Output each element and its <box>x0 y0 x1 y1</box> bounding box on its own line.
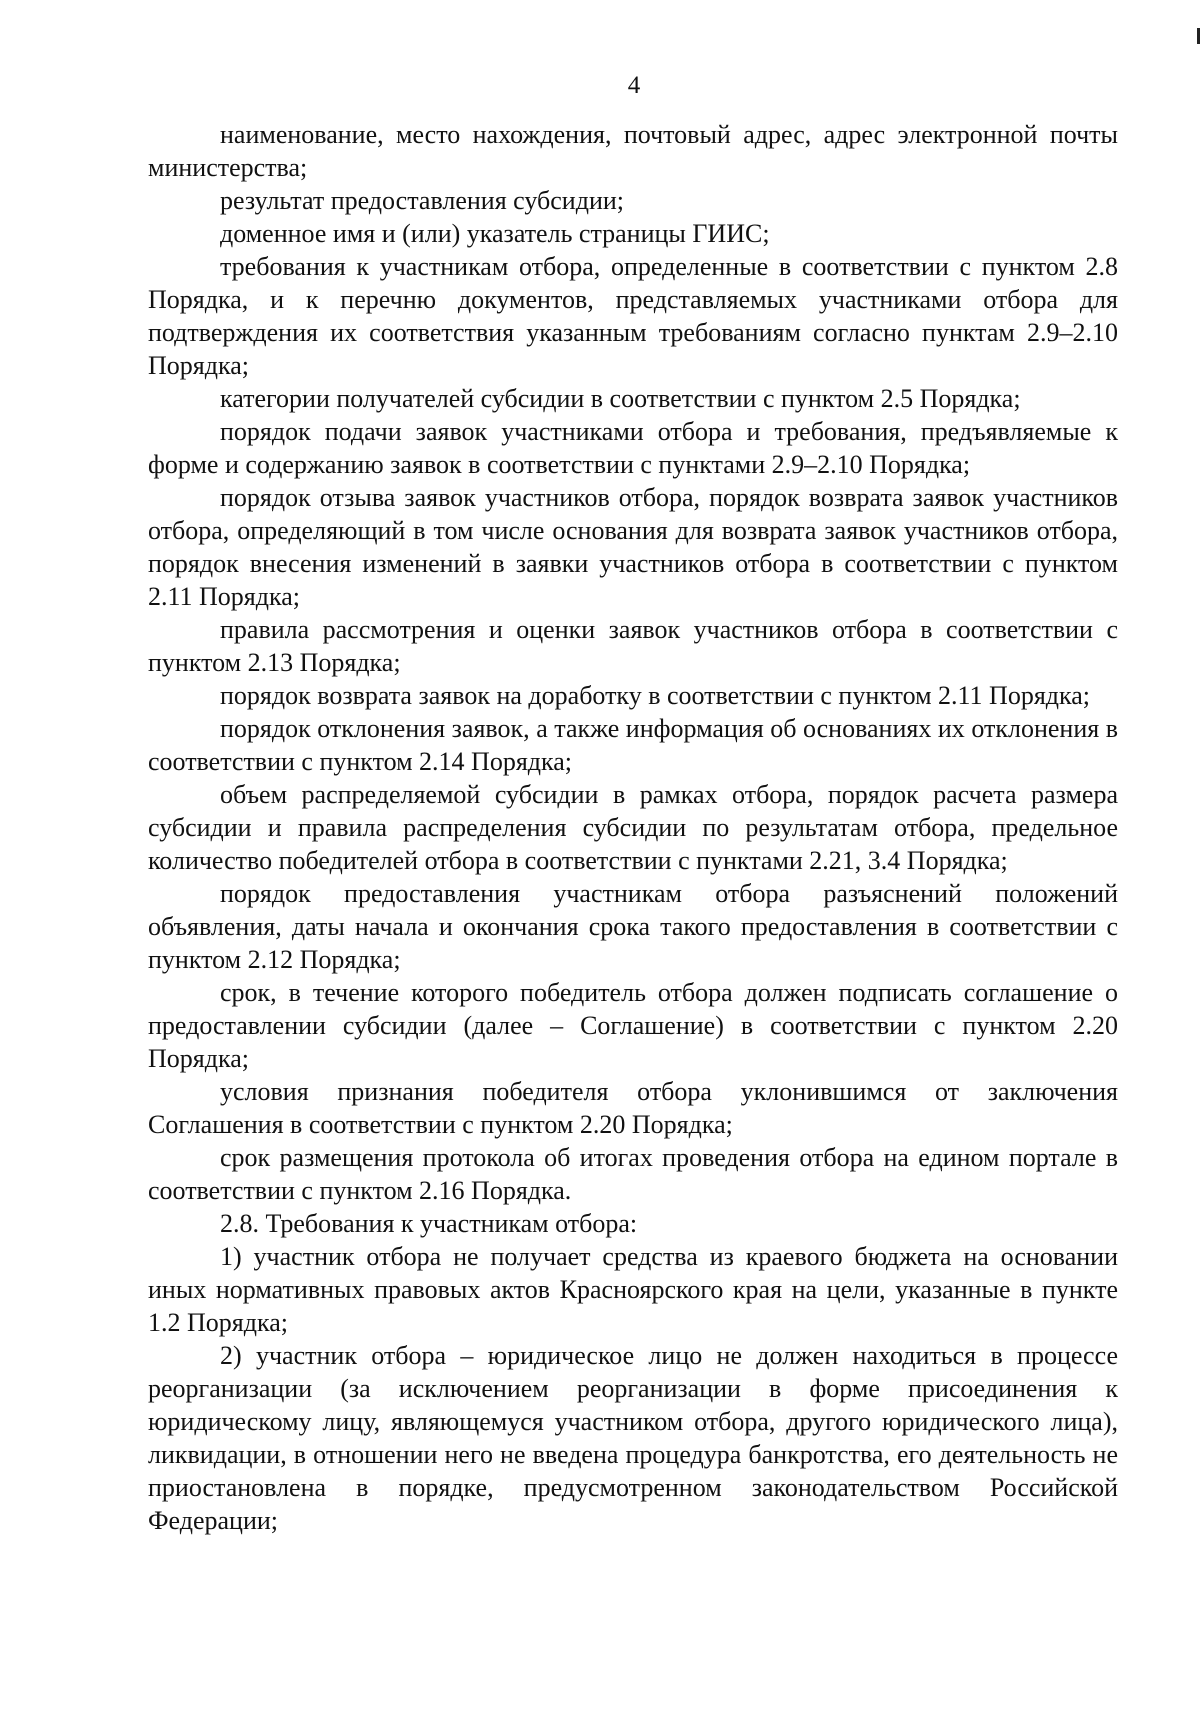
paragraph: срок, в течение которого победитель отбора должен подписать соглашение о предоставлении субсидии (далее – Соглашение) в соответствии с пунктом 2.20 Порядка; <box>148 978 1118 1073</box>
paragraph: условия признания победителя отбора уклонившимся от заключения Соглашения в соответствии с пунктом 2.20 Порядка; <box>148 1077 1118 1139</box>
paragraph: объем распределяемой субсидии в рамках отбора, порядок расчета размера субсидии и правила распределения субсидии по результатам отбора, предельное количество победителей отбора в соответствии с пунктами 2.21, 3.4 Порядка; <box>148 780 1118 875</box>
paragraph: доменное имя и (или) указатель страницы ГИИС; <box>220 219 770 248</box>
paragraph: требования к участникам отбора, определенные в соответствии с пунктом 2.8 Порядка, и к перечню документов, представляемых участниками отбора для подтверждения их соответствия указанным требованиям согласно пунктам 2.9–2.10 Порядка; <box>148 252 1118 380</box>
paragraph: правила рассмотрения и оценки заявок участников отбора в соответствии с пунктом 2.13 Порядка; <box>148 615 1118 677</box>
paragraph: срок размещения протокола об итогах проведения отбора на едином портале в соответствии с пунктом 2.16 Порядка. <box>148 1143 1118 1205</box>
paragraph: порядок возврата заявок на доработку в соответствии с пунктом 2.11 Порядка; <box>220 681 1091 710</box>
requirement-item: 2) участник отбора – юридическое лицо не должен находиться в процессе реорганизации (за исключением реорганизации в форме присоединения к юридическому лицу, являющемуся участником отбора, другого юридического лица), ликвидации, в отношении него не введена процедура банкротства, его деятельность не приостановлена в порядке, предусмотренном законодательством Российской Федерации; <box>148 1341 1118 1535</box>
paragraph: результат предоставления субсидии; <box>220 186 624 215</box>
paragraph: порядок отклонения заявок, а также информация об основаниях их отклонения в соответствии с пунктом 2.14 Порядка; <box>148 714 1118 776</box>
section-heading: 2.8. Требования к участникам отбора: <box>220 1209 638 1238</box>
document-body <box>148 118 1118 1537</box>
page-number: 4 <box>627 72 641 99</box>
requirement-item: 1) участник отбора не получает средства из краевого бюджета на основании иных нормативных правовых актов Красноярского края на цели, указанные в пункте 1.2 Порядка; <box>148 1242 1118 1337</box>
paragraph: порядок подачи заявок участниками отбора и требования, предъявляемые к форме и содержанию заявок в соответствии с пунктами 2.9–2.10 Порядка; <box>148 417 1118 479</box>
paragraph: категории получателей субсидии в соответствии с пунктом 2.5 Порядка; <box>220 384 1021 413</box>
paragraph: порядок отзыва заявок участников отбора, порядок возврата заявок участников отбора, определяющий в том числе основания для возврата заявок участников отбора, порядок внесения изменений в заявки участников отбора в соответствии с пунктом 2.11 Порядка; <box>148 483 1118 611</box>
paragraph: наименование, место нахождения, почтовый адрес, адрес электронной почты министерства; <box>148 120 1118 182</box>
paragraph: порядок предоставления участникам отбора разъяснений положений объявления, даты начала и окончания срока такого предоставления в соответствии с пунктом 2.12 Порядка; <box>148 879 1118 974</box>
